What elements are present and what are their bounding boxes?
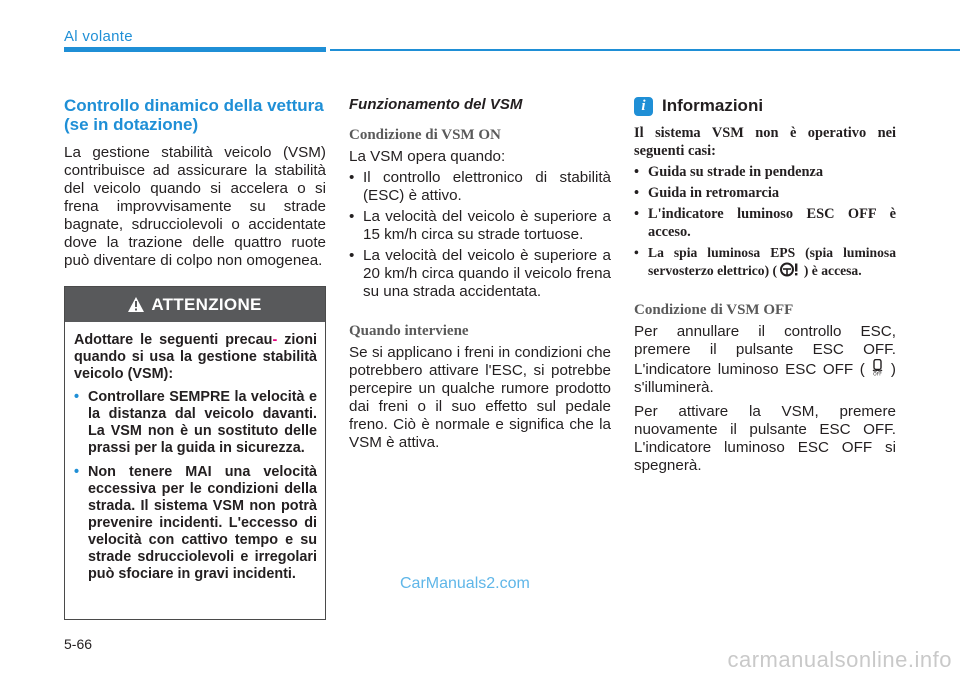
- warning-intro: [74, 332, 317, 383]
- svg-text:OFF: OFF: [873, 372, 883, 376]
- warning-intro-part1: Adottare le seguenti precau: [74, 332, 273, 348]
- column-1: [64, 96, 326, 270]
- when-body: Se si applicano i freni in condizioni che potrebbero attivare l'ESC, si potrebbe percepire un qualche rumore prodotto dai freni o il suo effetto sul pedale freno. Ciò è normale e significa che la VSM è attiva.: [349, 344, 611, 451]
- info-title: Informazioni: [662, 96, 764, 115]
- info-item-eps: [634, 244, 896, 280]
- condition-on-title: Condizione di VSM ON: [349, 127, 501, 143]
- condition-on-item: • La velocità del veicolo è superiore a 15 km/h circa su strade tortuose.: [349, 208, 611, 244]
- page-number: 5-66: [64, 636, 93, 652]
- info-item: • Guida in retromarcia: [634, 184, 896, 202]
- off-text-b: ) s'illuminerà.: [634, 361, 896, 396]
- column-2: [349, 96, 611, 452]
- watermark-carmanualsonline: carmanualsonline.info: [727, 647, 952, 672]
- watermark-carmanuals2: CarManuals2.com: [400, 575, 530, 592]
- esc-off-indicator-icon: [871, 359, 884, 376]
- warning-item: • Controllare SEMPRE la velocità e la distanza dal veicolo davanti. La VSM non è un sostituto delle prassi per la guida in sicurezza.: [74, 389, 317, 457]
- section-title: Controllo dinamico della vettura (se in dotazione): [64, 96, 324, 134]
- info-item: • Guida su strade in pendenza: [634, 163, 896, 181]
- off-text-a: Per annullare il controllo ESC, premere il pulsante ESC OFF. L'indicatore luminoso ESC OFF (: [634, 323, 896, 378]
- warning-label: ATTENZIONE: [151, 294, 262, 314]
- operation-subtitle: Funzionamento del VSM: [349, 96, 523, 113]
- section-header: Al volante: [64, 28, 133, 45]
- warning-header: [65, 287, 325, 322]
- warning-intro-hyphen: -: [272, 332, 278, 348]
- warning-intro-part2: zioni quando si usa la gestione stabilità veicolo (VSM):: [74, 332, 318, 382]
- condition-on-list: [349, 169, 611, 301]
- condition-on-item: • Il controllo elettronico di stabilità (ESC) è attivo.: [349, 169, 611, 205]
- column-3: [634, 96, 896, 475]
- info-eps-text-a: La spia luminosa EPS (spia luminosa servosterzo elettrico) (: [648, 245, 896, 278]
- info-eps-text-b: ) è accesa.: [803, 263, 862, 278]
- condition-on-item: • La velocità del veicolo è superiore a 20 km/h circa quando il veicolo frena su una strada accidentata.: [349, 247, 611, 301]
- condition-off-para1: [634, 323, 896, 397]
- warning-triangle-icon: [128, 297, 144, 312]
- info-header: [634, 96, 896, 116]
- warning-item: • Non tenere MAI una velocità eccessiva per le condizioni della strada. Il sistema VSM non potrà prevenire incidenti. L'eccesso di velocità con cattivo tempo e su strade sdrucciolevoli e irregolari può sfociare in gravi incidenti.: [74, 464, 317, 583]
- condition-off-para2: Per attivare la VSM, premere nuovamente il pulsante ESC OFF. L'indicatore luminoso ESC OFF si spegnerà.: [634, 403, 896, 474]
- eps-steering-warning-icon: [780, 262, 800, 277]
- condition-off-title: Condizione di VSM OFF: [634, 302, 794, 318]
- info-item: • L'indicatore luminoso ESC OFF è acceso.: [634, 205, 896, 241]
- info-icon: i: [634, 97, 653, 116]
- info-intro: Il sistema VSM non è operativo nei seguenti casi:: [634, 125, 896, 159]
- info-list: [634, 163, 896, 280]
- warning-box: [64, 286, 326, 620]
- warning-list: [74, 389, 317, 583]
- condition-on-intro: La VSM opera quando:: [349, 148, 506, 165]
- header-rule-thin: [330, 49, 960, 51]
- intro-paragraph: La gestione stabilità veicolo (VSM) contribuisce ad assicurare la stabilità del veicolo quando si accelera o si frena improvvisamente su strade bagnate, sdrucciolevoli o accidentate dove la trazione delle quattro ruote può diventare di colpo non omogenea.: [64, 144, 326, 269]
- when-title: Quando interviene: [349, 323, 469, 339]
- header-rule-thick: [64, 47, 326, 52]
